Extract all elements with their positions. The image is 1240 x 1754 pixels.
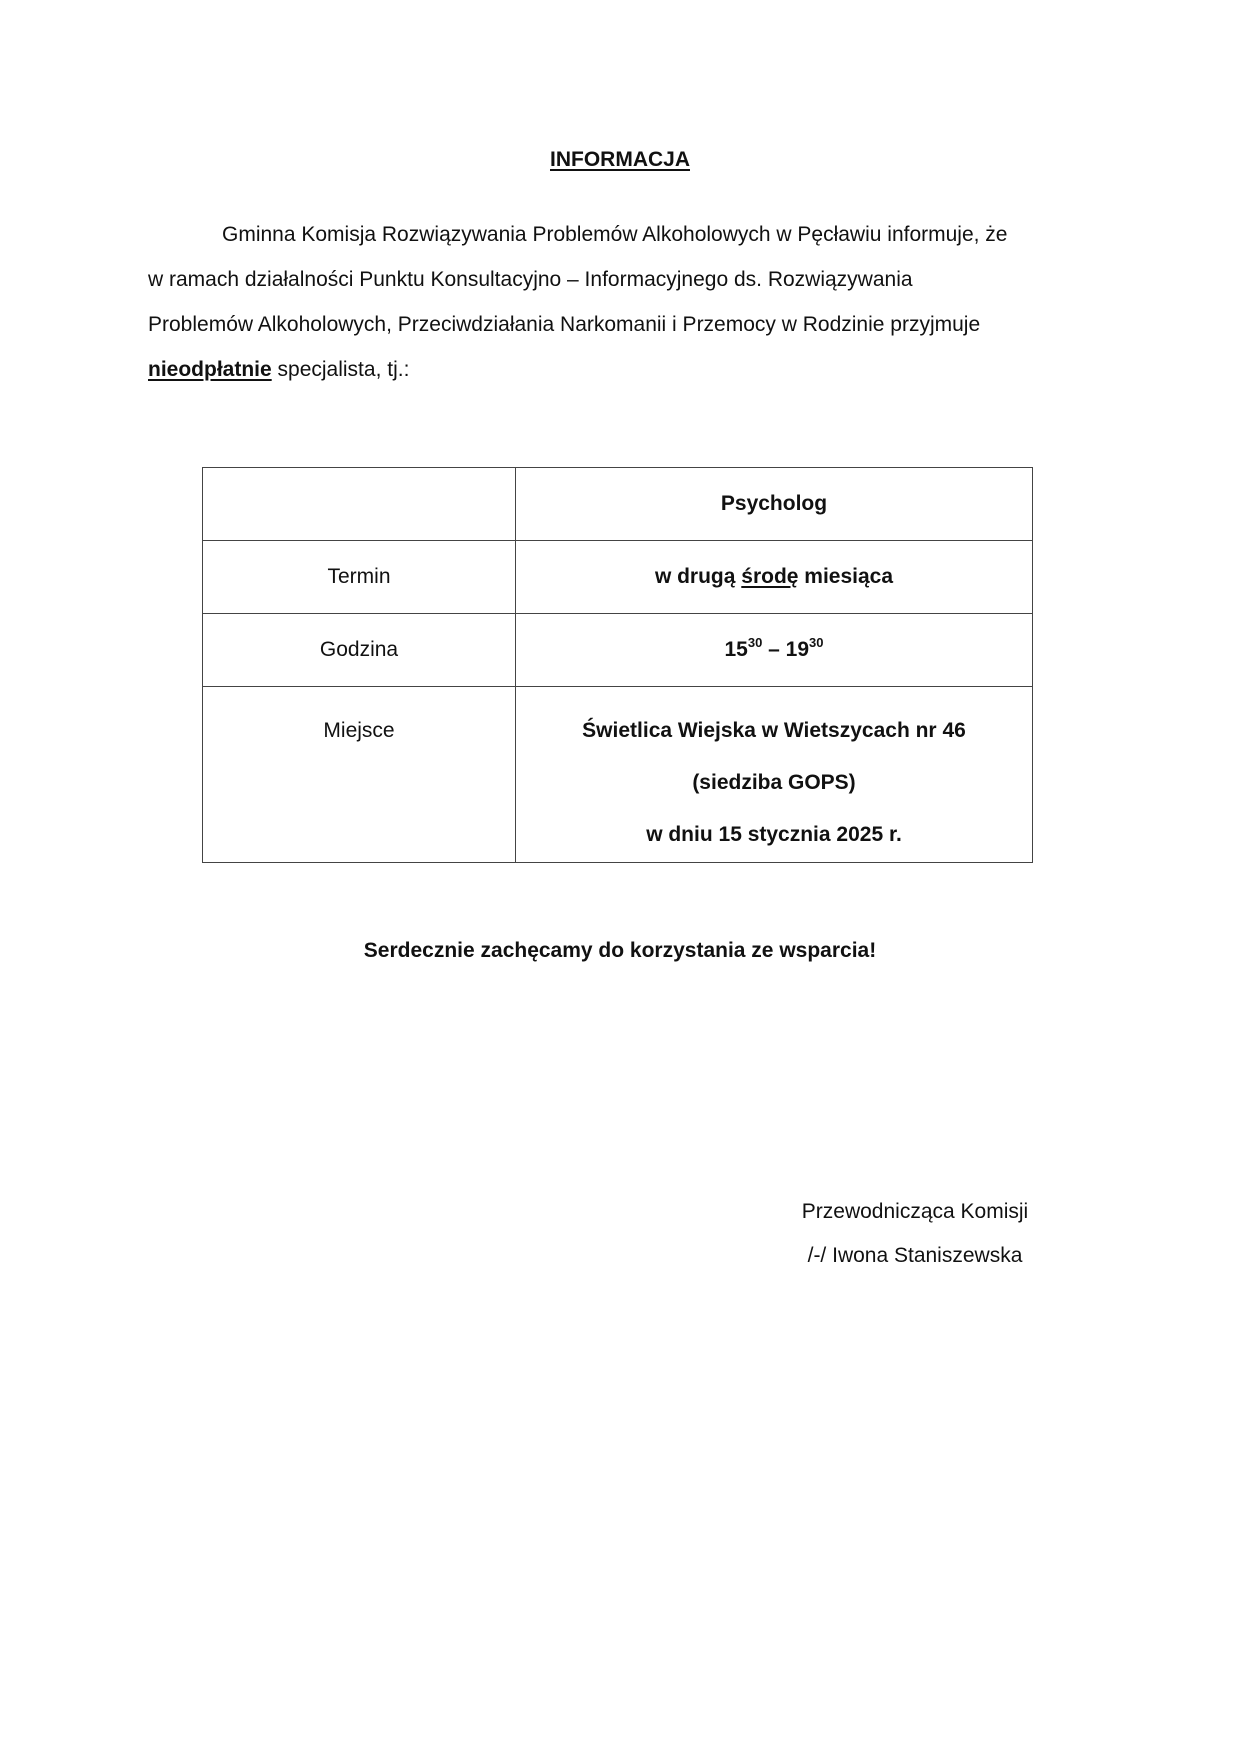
start-hour: 15	[724, 638, 748, 661]
table-row-miejsce	[203, 687, 1033, 863]
miejsce-label: Miejsce	[203, 687, 516, 863]
signature-role: Przewodnicząca Komisji	[801, 1200, 1029, 1223]
header-label-cell	[203, 468, 516, 541]
termin-value	[516, 541, 1033, 614]
paragraph-line-2: w ramach działalności Punktu Konsultacyjno – Informacyjnego ds. Rozwiązywania	[148, 268, 913, 291]
termin-value-day: środę	[741, 565, 799, 588]
paragraph-line-3: Problemów Alkoholowych, Przeciwdziałania Narkomanii i Przemocy w Rodzinie przyjmuje	[148, 313, 981, 336]
paragraph-line-4-rest: specjalista, tj.:	[271, 358, 410, 381]
end-hour: 19	[785, 638, 810, 661]
closing-statement: Serdecznie zachęcamy do korzystania ze wsparcia!	[363, 939, 877, 962]
termin-value-pre: w drugą	[654, 565, 742, 588]
free-of-charge-emphasis: nieodpłatnie	[148, 358, 272, 381]
termin-value-post: miesiąca	[798, 565, 894, 588]
paragraph-line-4	[148, 347, 1088, 392]
signature-name: /-/ Iwona Staniszewska	[807, 1244, 1023, 1267]
godzina-label: Godzina	[203, 614, 516, 687]
table-row-termin	[203, 541, 1033, 614]
table-header-row	[203, 468, 1033, 541]
end-minutes: 30	[809, 635, 824, 650]
paragraph-line-1: Gminna Komisja Rozwiązywania Problemów Alkoholowych w Pęcławiu informuje, że	[222, 223, 1008, 246]
table-row-godzina	[203, 614, 1033, 687]
schedule-table	[202, 467, 1033, 863]
miejsce-line-1: Świetlica Wiejska w Wietszycach nr 46	[582, 719, 966, 742]
termin-label: Termin	[203, 541, 516, 614]
intro-paragraph	[148, 212, 1088, 392]
miejsce-value	[516, 687, 1033, 863]
specialist-header-cell: Psycholog	[516, 468, 1033, 541]
time-separator: –	[762, 638, 786, 661]
start-minutes: 30	[747, 635, 763, 650]
miejsce-line-2: (siedziba GOPS)	[692, 771, 856, 794]
signature-block	[780, 1190, 1050, 1278]
miejsce-line-3: w dniu 15 stycznia 2025 r.	[646, 823, 902, 846]
godzina-value	[516, 614, 1033, 687]
document-title: INFORMACJA	[550, 148, 690, 171]
